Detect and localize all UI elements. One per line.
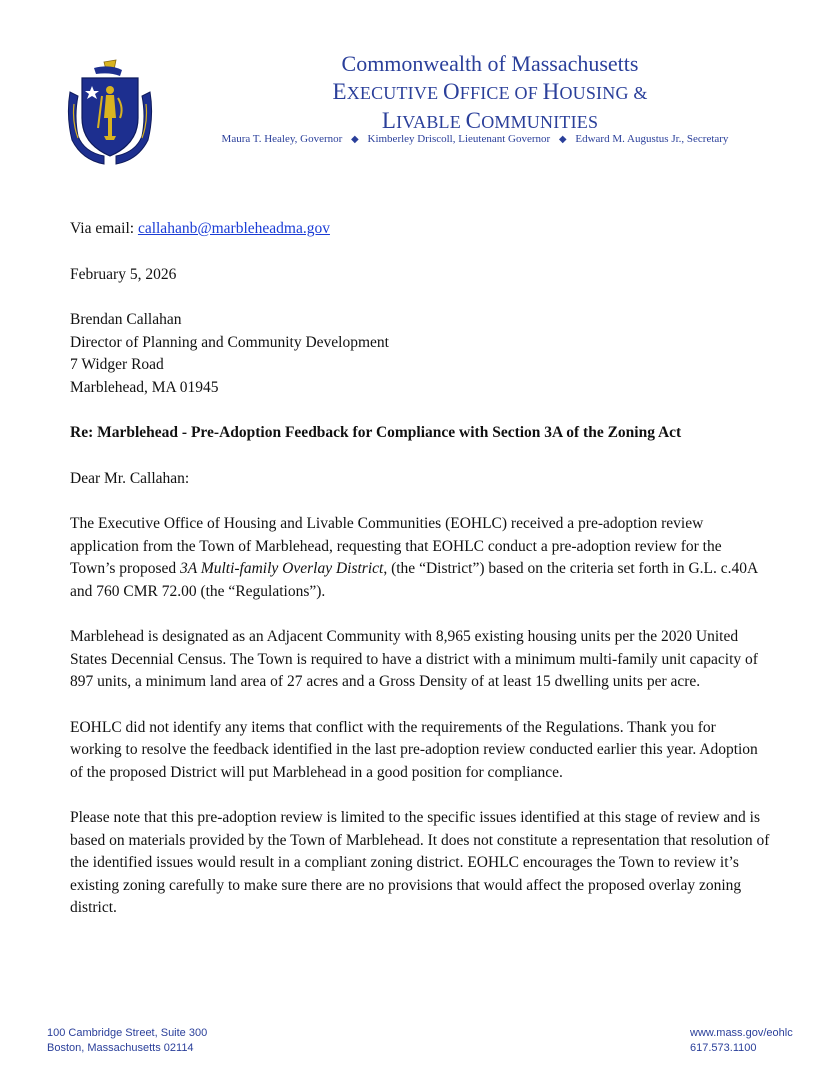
letterhead-agency-line2: LIVABLE COMMUNITIES — [381, 108, 599, 133]
footer-address-line2: Boston, Massachusetts 02114 — [47, 1042, 194, 1054]
recipient-email-link[interactable]: callahanb@marbleheadma.gov — [137, 220, 330, 237]
paragraph-4: Please note that this pre-adoption review is limited to the specific issues identified at this stage of review and is based on materials provided by the Town of Marblehead. It does not constitute a representation that resolution of the identified issues would result in a compliant zoning district. EOHLC encourages the Town to review it’s existing zoning carefully to make sure there are no provisions that would affect the proposed overlay zoning district. — [70, 809, 770, 916]
paragraph-3: EOHLC did not identify any items that conflict with the requirements of the Regulations. Thank you for working to resolve the feedback identified in the last pre-adoption review conducted earlier this year. Adoption of the proposed District will put Marblehead in a good position for compliance. — [70, 718, 758, 781]
diamond-separator-icon: ◆ — [558, 134, 567, 145]
via-email-line: Via email: callahanb@marbleheadma.gov — [70, 220, 330, 237]
recipient-street: 7 Widger Road — [70, 356, 164, 373]
footer-address-line1: 100 Cambridge Street, Suite 300 — [47, 1027, 208, 1039]
governor: Maura T. Healey, Governor — [221, 133, 343, 145]
letterhead-commonwealth: Commonwealth of Massachusetts — [341, 51, 639, 76]
massachusetts-seal-icon — [64, 56, 156, 168]
diamond-separator-icon: ◆ — [351, 134, 359, 145]
footer-address — [47, 1026, 207, 1056]
officials-line — [195, 133, 755, 145]
letterhead — [180, 50, 800, 136]
secretary: Edward M. Augustus Jr., Secretary — [575, 133, 729, 145]
paragraph-1: The Executive Office of Housing and Livable Communities (EOHLC) received a pre-adoption review application from the Town of Marblehead, requesting that EOHLC conduct a pre-adoption review for the Town’s proposed 3A Multi-family Overlay District, (the “District”) based on the criteria set forth in G.L. c.40A and 760 CMR 72.00 (the “Regulations”). — [70, 515, 758, 600]
letter-date: February 5, 2026 — [70, 265, 177, 283]
lieutenant-governor: Kimberley Driscoll, Lieutenant Governor — [367, 133, 551, 145]
salutation: Dear Mr. Callahan: — [70, 469, 190, 487]
subject-line: Re: Marblehead - Pre-Adoption Feedback for Compliance with Section 3A of the Zoning Act — [70, 424, 682, 441]
footer-contact — [690, 1026, 793, 1056]
recipient-address — [70, 309, 770, 399]
footer-website[interactable]: www.mass.gov/eohlc — [690, 1027, 793, 1039]
letter-body — [70, 218, 770, 943]
recipient-title: Director of Planning and Community Development — [70, 333, 389, 351]
footer-phone: 617.573.1100 — [690, 1042, 757, 1054]
letterhead-agency-line1: EXECUTIVE OFFICE OF HOUSING & — [332, 79, 648, 104]
paragraph-2: Marblehead is designated as an Adjacent Community with 8,965 existing housing units per the 2020 United States Decennial Census. The Town is required to have a district with a minimum multi-family unit capacity of 897 units, a minimum land area of 27 acres and a Gross Density of at least 15 dwelling units per acre. — [70, 628, 758, 690]
recipient-name: Brendan Callahan — [70, 311, 182, 328]
recipient-city: Marblehead, MA 01945 — [70, 378, 219, 396]
